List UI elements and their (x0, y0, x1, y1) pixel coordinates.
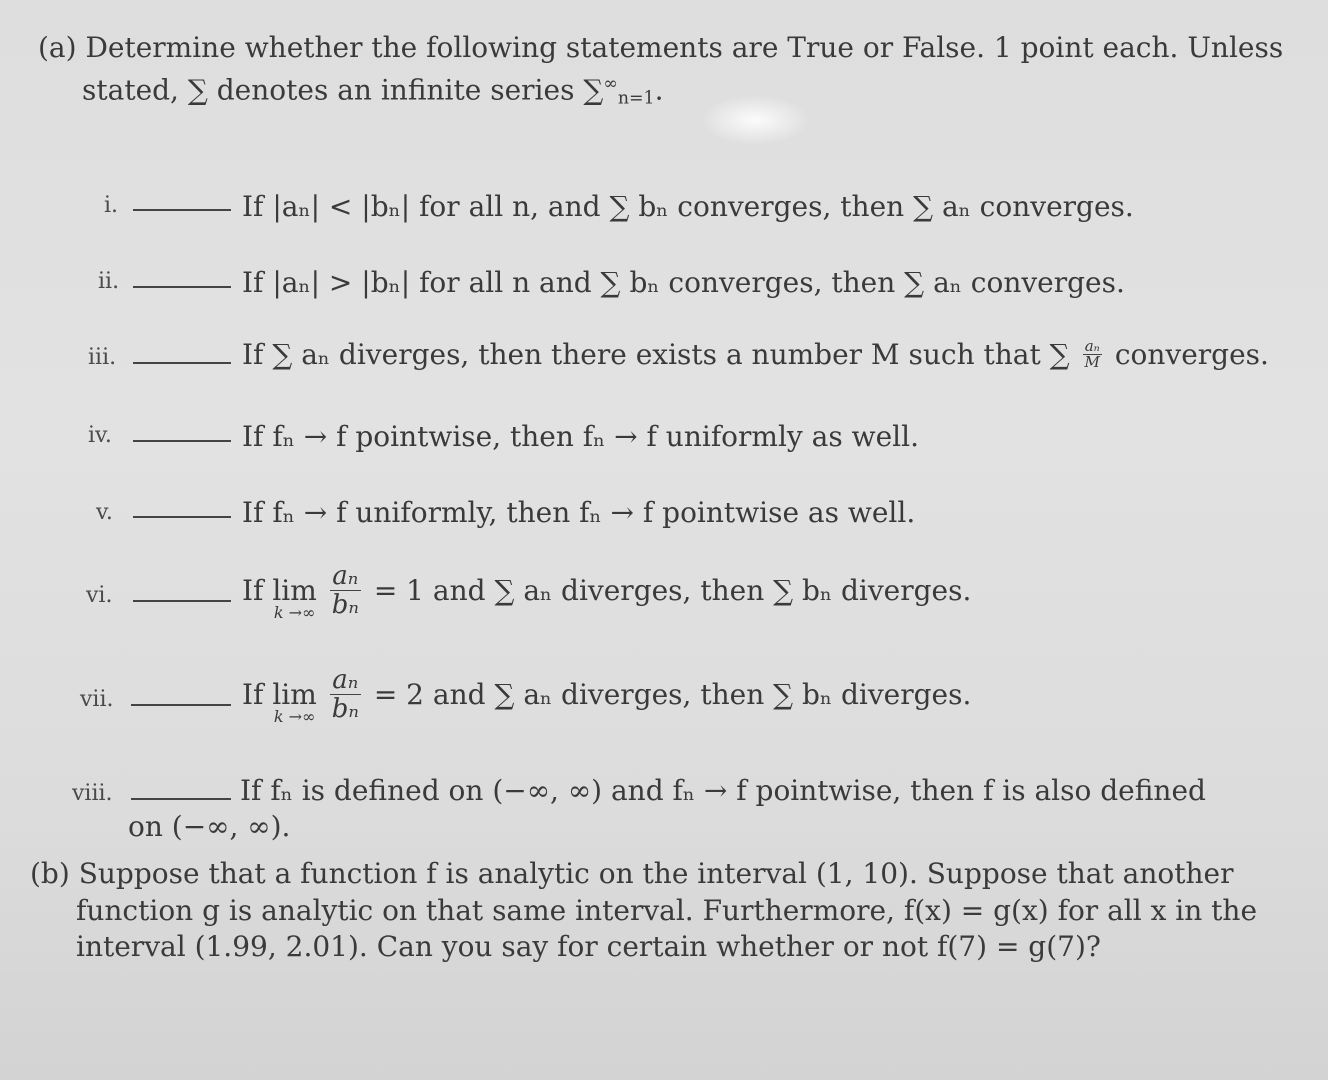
statement-vii (242, 665, 972, 726)
fraction-an-over-bn (330, 562, 361, 619)
part-a-intro-end: . (654, 73, 664, 107)
series-upper-limit: ∞ (603, 74, 618, 94)
statement-vi (242, 561, 972, 622)
statement-i: If |aₙ| < |bₙ| for all n, and ∑ bₙ converges, then ∑ aₙ converges. (242, 190, 1134, 223)
statement-viii-line2: on (−∞, ∞). (128, 810, 291, 843)
fraction-an-over-bn (330, 666, 361, 723)
answer-blank-iii[interactable] (133, 362, 231, 364)
fraction-denominator: M (1084, 353, 1100, 371)
part-a-intro-line2 (82, 66, 664, 117)
item-number-iv: iv. (88, 423, 112, 448)
item-number-iii: iii. (88, 345, 117, 370)
part-b-line3: interval (1.99, 2.01). Can you say for certain whether or not f(7) = g(7)? (76, 930, 1101, 963)
statement-iv: If fₙ → f pointwise, then fₙ → f uniformly as well. (242, 420, 919, 453)
statement-iii (242, 338, 1269, 372)
item-number-i: i. (104, 193, 119, 218)
fraction-numerator: aₙ (330, 666, 361, 695)
light-glare (700, 95, 810, 145)
answer-blank-ii[interactable] (133, 286, 231, 288)
limit-word: lim (272, 677, 317, 711)
part-b-line2: function g is analytic on that same interval. Furthermore, f(x) = g(x) for all x in the (76, 894, 1258, 927)
part-b-line1 (30, 856, 1233, 892)
statement-vi-post: = 1 and ∑ aₙ diverges, then ∑ bₙ diverges. (373, 574, 972, 607)
statement-ii: If |aₙ| > |bₙ| for all n and ∑ bₙ converges, then ∑ aₙ converges. (242, 266, 1125, 299)
answer-blank-vii[interactable] (131, 704, 231, 706)
item-number-viii: viii. (72, 781, 113, 806)
part-a-intro-line2-text: stated, ∑ denotes an infinite series ∑ (82, 73, 604, 107)
limit-operator (272, 573, 317, 622)
statement-vi-pre: If (242, 574, 264, 607)
item-number-v: v. (96, 500, 113, 525)
part-a-label: (a) (38, 31, 77, 64)
item-number-ii: ii. (98, 269, 120, 294)
limit-operator (272, 677, 317, 726)
limit-subscript: k →∞ (273, 602, 316, 622)
fraction-an-over-m (1083, 339, 1102, 370)
statement-viii-line1: If fₙ is defined on (−∞, ∞) and fₙ → f pointwise, then f is also defined (240, 774, 1206, 807)
statement-vii-pre: If (242, 678, 264, 711)
part-b-label: (b) (30, 857, 70, 890)
answer-blank-iv[interactable] (133, 440, 231, 442)
fraction-numerator: aₙ (330, 562, 361, 591)
item-number-vii: vii. (80, 687, 114, 712)
statement-iii-post: converges. (1114, 338, 1269, 371)
statement-iii-pre: If ∑ aₙ diverges, then there exists a number M such that ∑ (242, 338, 1070, 371)
limit-word: lim (272, 573, 317, 607)
limit-subscript: k →∞ (273, 706, 316, 726)
part-a-intro-text: Determine whether the following statements are True or False. 1 point each. Unless (85, 31, 1284, 64)
part-b-line1-text: Suppose that a function f is analytic on the interval (1, 10). Suppose that another (78, 857, 1234, 890)
answer-blank-i[interactable] (133, 209, 231, 211)
fraction-numerator: aₙ (1083, 339, 1102, 355)
fraction-denominator: bₙ (331, 590, 359, 620)
item-number-vi: vi. (86, 583, 113, 608)
series-lower-limit: n=1 (617, 88, 655, 109)
fraction-denominator: bₙ (331, 694, 359, 724)
statement-v: If fₙ → f uniformly, then fₙ → f pointwise as well. (242, 496, 916, 529)
statement-vii-post: = 2 and ∑ aₙ diverges, then ∑ bₙ diverges. (373, 678, 972, 711)
answer-blank-viii[interactable] (131, 798, 231, 800)
answer-blank-v[interactable] (133, 516, 231, 518)
answer-blank-vi[interactable] (133, 600, 231, 602)
part-a-intro-line1 (38, 30, 1283, 66)
